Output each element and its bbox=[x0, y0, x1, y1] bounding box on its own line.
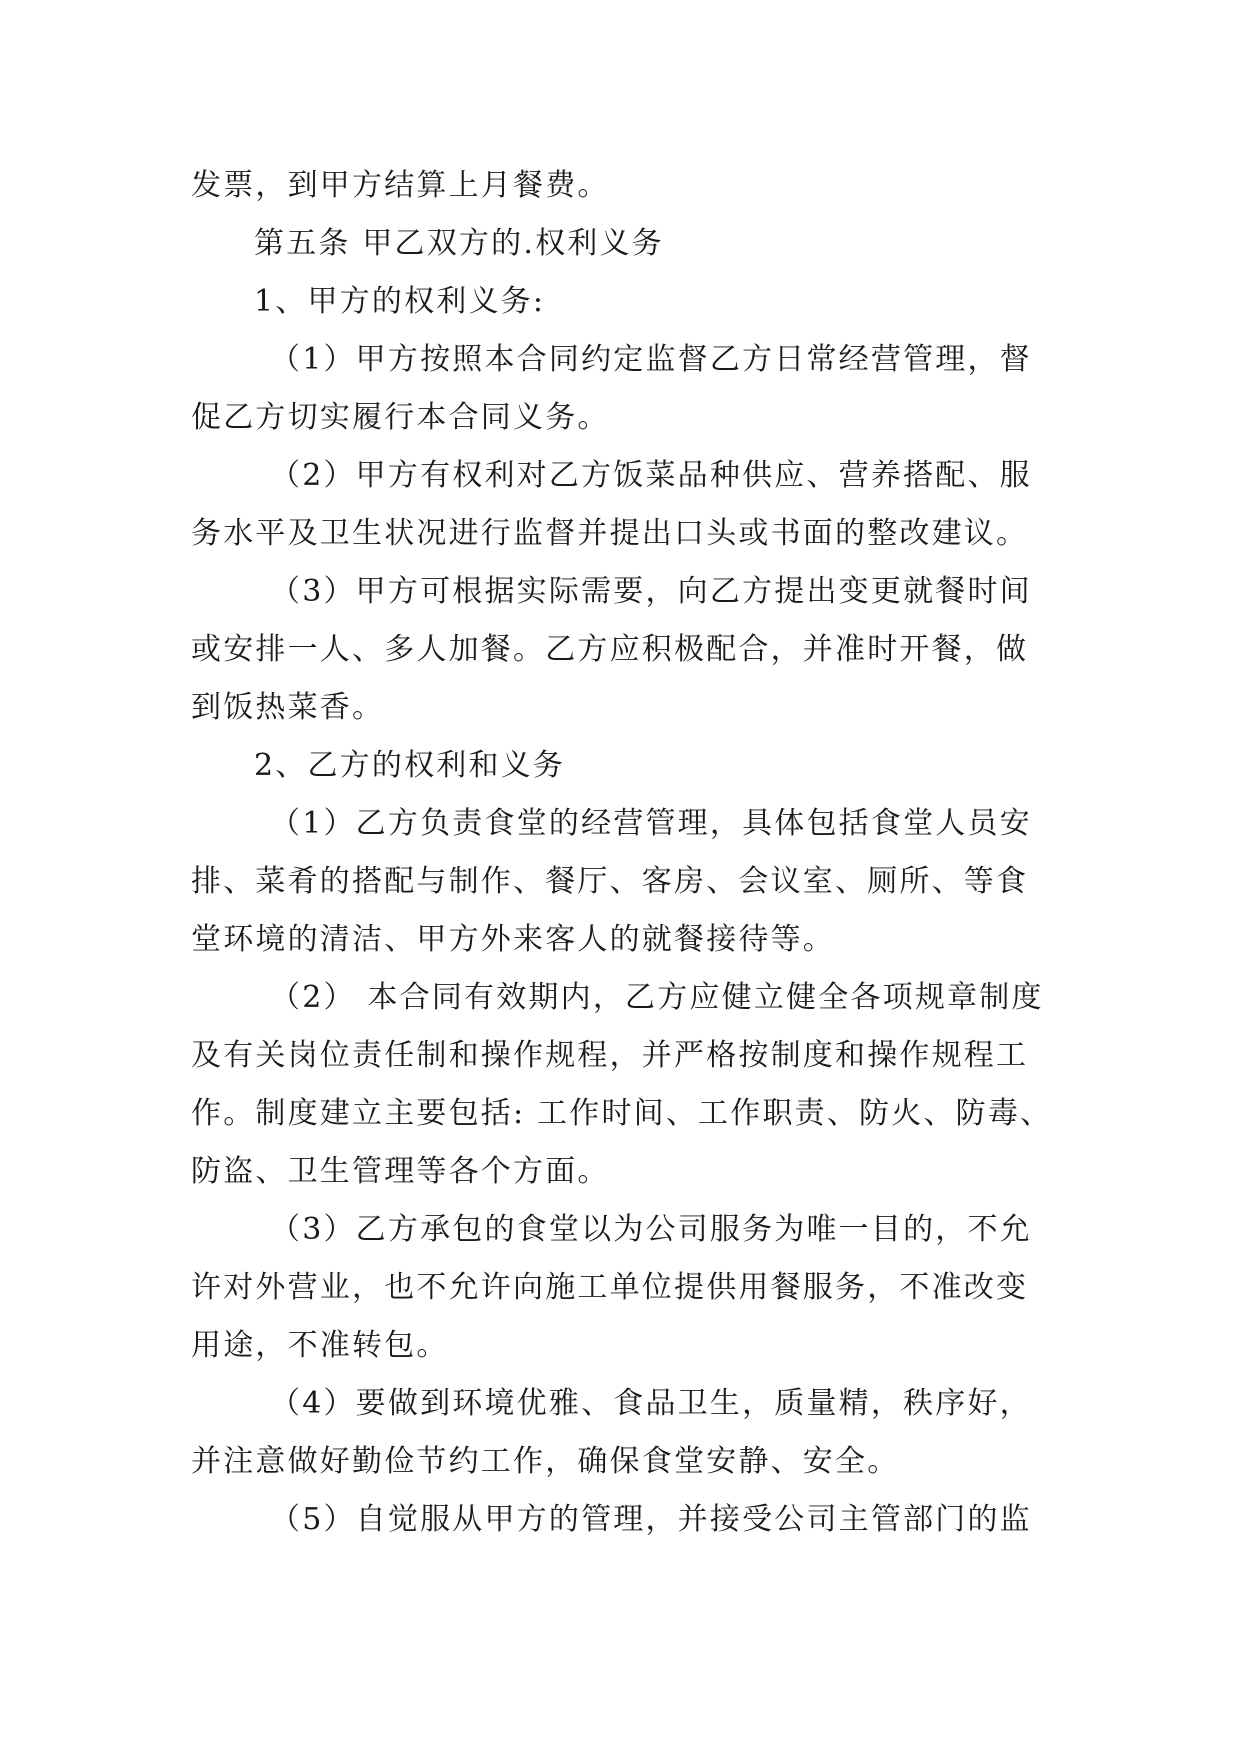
text-line: （2）甲方有权利对乙方饭菜品种供应、营养搭配、服 bbox=[270, 458, 1032, 493]
text-line: 并注意做好勤俭节约工作，确保食堂安静、安全。 bbox=[191, 1444, 900, 1479]
text-line: 务水平及卫生状况进行监督并提出口头或书面的整改建议。 bbox=[191, 516, 1029, 551]
text-line: 或安排一人、多人加餐。乙方应积极配合，并准时开餐，做 bbox=[191, 632, 1029, 667]
text-line: 许对外营业，也不允许向施工单位提供用餐服务，不准改变 bbox=[191, 1270, 1029, 1305]
text-line: 促乙方切实履行本合同义务。 bbox=[191, 400, 610, 435]
text-line: 及有关岗位责任制和操作规程，并严格按制度和操作规程工 bbox=[191, 1038, 1029, 1073]
text-line: 到饭热菜香。 bbox=[191, 690, 385, 725]
text-line: （1）乙方负责食堂的经营管理，具体包括食堂人员安 bbox=[270, 806, 1032, 841]
text-line: 防盗、卫生管理等各个方面。 bbox=[191, 1154, 610, 1189]
text-line: （4）要做到环境优雅、食品卫生，质量精，秩序好， bbox=[270, 1386, 1032, 1421]
text-line: （3）甲方可根据实际需要，向乙方提出变更就餐时间 bbox=[270, 574, 1032, 609]
text-line: （1）甲方按照本合同约定监督乙方日常经营管理，督 bbox=[270, 342, 1032, 377]
text-line: （3）乙方承包的食堂以为公司服务为唯一目的，不允 bbox=[270, 1212, 1032, 1247]
section-heading: 2、乙方的权利和义务 bbox=[254, 748, 566, 783]
text-line: 堂环境的清洁、甲方外来客人的就餐接待等。 bbox=[191, 922, 835, 957]
section-heading: 1、甲方的权利义务: bbox=[254, 284, 546, 319]
text-line: 作。制度建立主要包括: 工作时间、工作职责、防火、防毒、 bbox=[191, 1096, 1053, 1131]
text-line: （2） 本合同有效期内，乙方应健立健全各项规章制度 bbox=[270, 980, 1044, 1015]
article-heading: 第五条 甲乙双方的.权利义务 bbox=[254, 226, 664, 261]
text-line: 发票，到甲方结算上月餐费。 bbox=[191, 168, 610, 203]
text-line: 用途，不准转包。 bbox=[191, 1328, 449, 1363]
text-line: 排、菜肴的搭配与制作、餐厅、客房、会议室、厕所、等食 bbox=[191, 864, 1029, 899]
text-line: （5）自觉服从甲方的管理，并接受公司主管部门的监 bbox=[270, 1502, 1032, 1537]
